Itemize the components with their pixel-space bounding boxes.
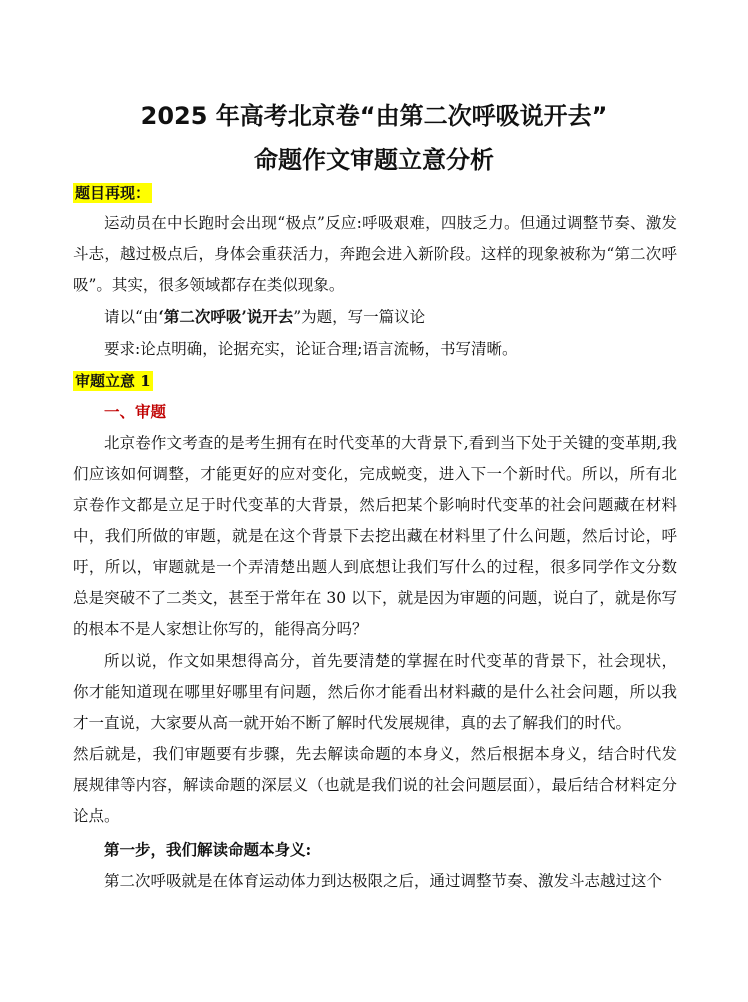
step-one-heading: 第一步，我们解读命题本身义: [104,840,312,859]
section-label-prompt: 题目再现： [75,184,151,202]
title-line-1: 2025 年高考北京卷“由第二次呼吸说开去” [140,102,608,130]
analysis-paragraph-1: 北京卷作文考查的是考生拥有在时代变革的大背景下,看到当下处于关键的变革期,我们应该如何调整，才能更好的应对变化，完成蜕变，进入下一个新时代。所以，所有北京卷作文都是立足于时代变革的大背景，然后把某个影响时代变革的社会问题藏在材料中，我们所做的审题，就是在这个背景下去挖出藏在材料里了什么问题，然后讨论，呼吁，所以，审题就是一个弄清楚出题人到底想让我们写什么的过程，很多同学作文分数总是突破不了二类文，甚至于常年在 30 以下，就是因为审题的问题，说白了，就是你写的根本不是人家想让你写的，能得高分吗？ [73,434,677,638]
analysis-paragraph-4: 第二次呼吸就是在体育运动体力到达极限之后，通过调整节奏、激发斗志越过这个 [104,872,663,890]
task-paragraph [73,301,677,333]
task-text-pre: 请以“由 [104,308,159,326]
requirements-paragraph: 要求:论点明确，论据充实，论证合理;语言流畅，书写清晰。 [104,340,518,358]
title-line-2: 命题作文审题立意分析 [254,146,494,174]
prompt-paragraph: 运动员在中长跑时会出现“极点”反应:呼吸艰难，四肢乏力。但通过调整节奏、激发斗志，越过极点后，身体会重获活力，奔跑会进入新阶段。这样的现象被称为“第二次呼吸”。其实，很多领域都存在类似现象。 [73,214,677,294]
subheading-shenti: 一、审题 [104,402,167,421]
task-text-bold: ‘第二次呼吸’说开去 [158,307,294,326]
section-label-analysis: 审题立意 1 [75,372,151,390]
task-text-post: ”为题，写一篇议论 [293,308,426,326]
analysis-paragraph-3: 然后就是，我们审题要有步骤，先去解读命题的本身义，然后根据本身义，结合时代发展规律等内容，解读命题的深层义（也就是我们说的社会问题层面），最后结合材料定分论点。 [73,745,677,825]
analysis-paragraph-2: 所以说，作文如果想得高分，首先要清楚的掌握在时代变革的背景下，社会现状，你才能知道现在哪里好哪里有问题，然后你才能看出材料藏的是什么社会问题，所以我才一直说，大家要从高一就开始不断了解时代发展规律，真的去了解我们的时代。 [73,652,677,732]
